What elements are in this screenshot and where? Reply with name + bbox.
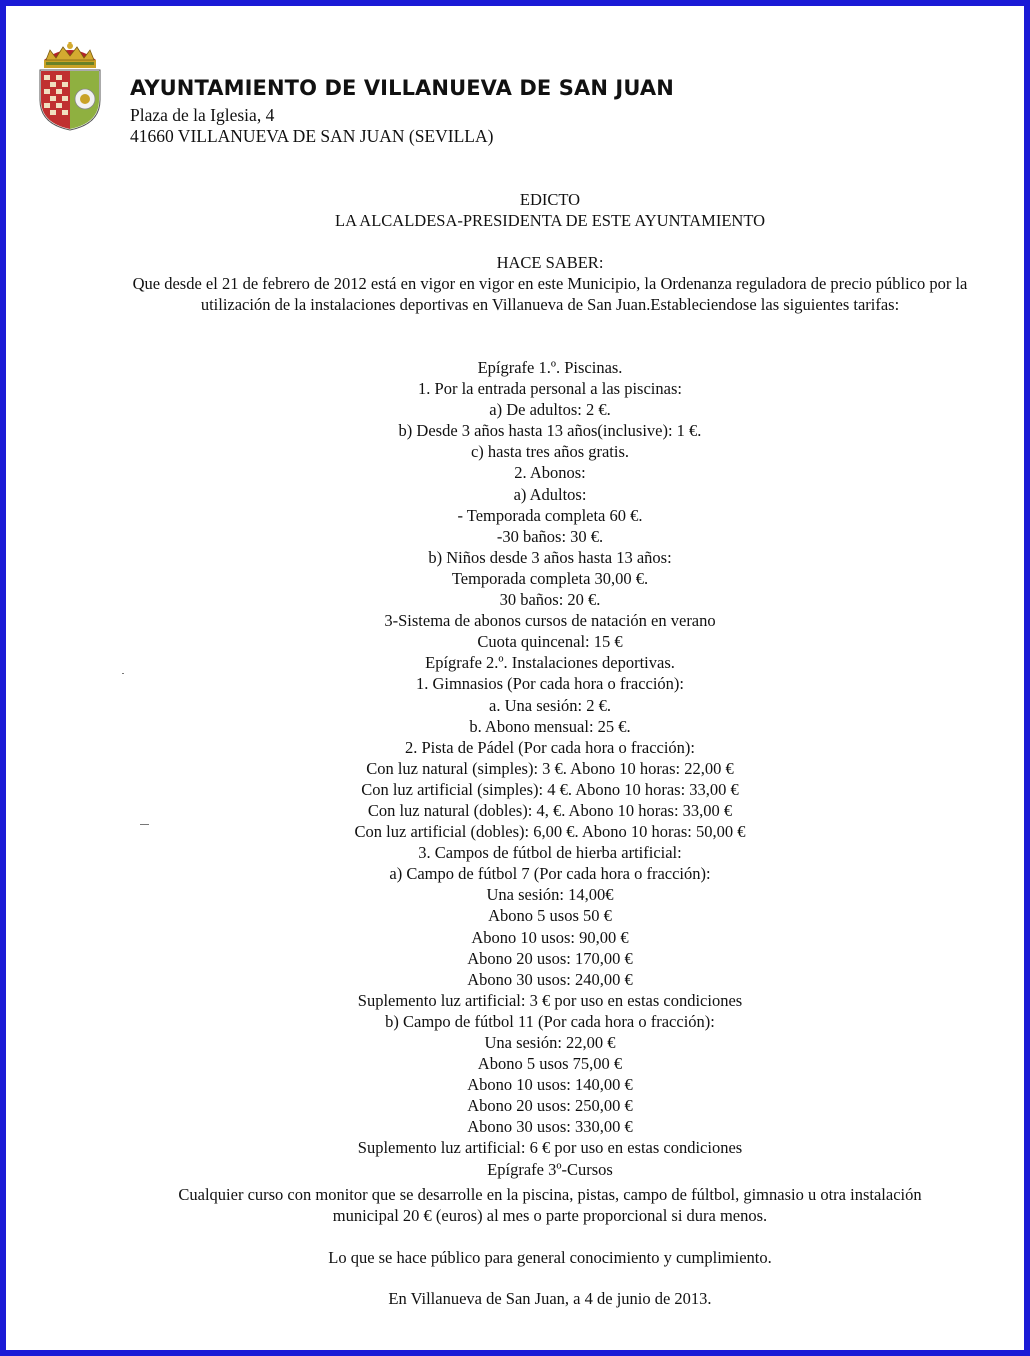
tariff-line: Abono 20 usos: 170,00 € <box>467 948 633 968</box>
place-and-date: En Villanueva de San Juan, a 4 de junio de 2013. <box>388 1289 712 1308</box>
tariff-line: b. Abono mensual: 25 €. <box>469 716 631 736</box>
council-postal-address: 41660 VILLANUEVA DE SAN JUAN (SEVILLA) <box>130 126 494 146</box>
tariff-line: 3. Campos de fútbol de hierba artificial: <box>418 843 682 863</box>
tariff-line: Con luz artificial (dobles): 6,00 €. Abono 10 horas: 50,00 € <box>354 822 746 842</box>
tariff-line: Abono 5 usos 75,00 € <box>477 1054 623 1074</box>
council-address: Plaza de la Iglesia, 4 <box>130 105 275 125</box>
edict-heading <box>106 189 994 231</box>
tariff-list <box>106 357 994 1180</box>
tariff-line: 3-Sistema de abonos cursos de natación en verano <box>384 611 716 631</box>
tariff-line: Abono 10 usos: 90,00 € <box>471 927 629 947</box>
edict-authority: LA ALCALDESA-PRESIDENTA DE ESTE AYUNTAMIENTO <box>334 211 766 231</box>
tariff-line: Epígrafe 2.º. Instalaciones deportivas. <box>425 653 675 673</box>
tariff-line: a. Una sesión: 2 €. <box>489 695 611 715</box>
tariff-line: -30 baños: 30 €. <box>496 526 604 546</box>
tariff-line: 2. Abonos: <box>514 463 586 483</box>
tariff-line: 1. Gimnasios (Por cada hora o fracción): <box>415 674 685 694</box>
tariff-line: Epígrafe 1.º. Piscinas. <box>477 358 623 377</box>
tariff-line: Abono 10 usos: 140,00 € <box>467 1075 633 1095</box>
tariff-line: Epígrafe 3º-Cursos <box>487 1159 613 1179</box>
tariff-line: Cuota quincenal: 15 € <box>477 632 623 652</box>
hace-saber: HACE SABER: <box>496 253 604 272</box>
tariff-line: Con luz natural (simples): 3 €. Abono 10 horas: 22,00 € <box>366 758 734 778</box>
tariff-line: Una sesión: 14,00€ <box>486 885 614 905</box>
tariff-line: Una sesión: 22,00 € <box>484 1033 616 1052</box>
tariff-line: a) Adultos: <box>513 484 587 504</box>
tariff-line: 30 baños: 20 €. <box>499 590 601 610</box>
tariff-line: Abono 30 usos: 240,00 € <box>467 969 633 989</box>
tariff-line: Suplemento luz artificial: 3 € por uso en estas condiciones <box>357 990 743 1010</box>
tariff-line: Abono 20 usos: 250,00 € <box>467 1096 633 1116</box>
edict-intro-paragraph: Que desde el 21 de febrero de 2012 está en vigor en vigor en este Municipio, la Ordenanza reguladora de precio público por la utilización de la instalaciones deportivas en Villanueva de San Juan.Estableciendose las siguientes tarifas: <box>132 274 968 315</box>
scan-mark <box>122 673 124 674</box>
tariff-line: 2. Pista de Pádel (Por cada hora o fracción): <box>404 737 696 757</box>
tariff-line: c) hasta tres años gratis. <box>470 442 630 462</box>
tariff-line: Temporada completa 30,00 €. <box>451 568 649 588</box>
tariff-line: Abono 5 usos 50 € <box>488 906 612 926</box>
tariff-line: b) Campo de fútbol 11 (Por cada hora o fracción): <box>385 1011 715 1031</box>
tariff-line: 1. Por la entrada personal a las piscinas: <box>418 379 682 399</box>
tariff-line: Con luz natural (dobles): 4, €. Abono 10 horas: 33,00 € <box>367 800 733 820</box>
tariff-line: - Temporada completa 60 €. <box>457 505 643 525</box>
scan-mark <box>140 824 149 825</box>
courses-paragraph: Cualquier curso con monitor que se desarrolle en la piscina, pistas, campo de fúltbol, gimnasio u otra instalación municipal 20 € (euros) al mes o parte proporcional si dura menos. <box>178 1185 922 1226</box>
tariff-line: Con luz artificial (simples): 4 €. Abono 10 horas: 33,00 € <box>361 779 739 799</box>
coat-of-arms-icon <box>34 42 106 132</box>
tariff-line: Suplemento luz artificial: 6 € por uso en estas condiciones <box>357 1138 743 1158</box>
tariff-line: Abono 30 usos: 330,00 € <box>467 1117 633 1137</box>
council-name: AYUNTAMIENTO DE VILLANUEVA DE SAN JUAN <box>130 76 674 100</box>
tariff-line: a) Campo de fútbol 7 (Por cada hora o fracción): <box>389 864 711 884</box>
closing-statement: Lo que se hace público para general conocimiento y cumplimiento. <box>328 1248 772 1267</box>
tariff-line: b) Desde 3 años hasta 13 años(inclusive): 1 €. <box>398 421 702 441</box>
edict-title: EDICTO <box>519 190 581 209</box>
tariff-line: a) De adultos: 2 €. <box>489 400 611 420</box>
tariff-line: b) Niños desde 3 años hasta 13 años: <box>428 547 672 567</box>
